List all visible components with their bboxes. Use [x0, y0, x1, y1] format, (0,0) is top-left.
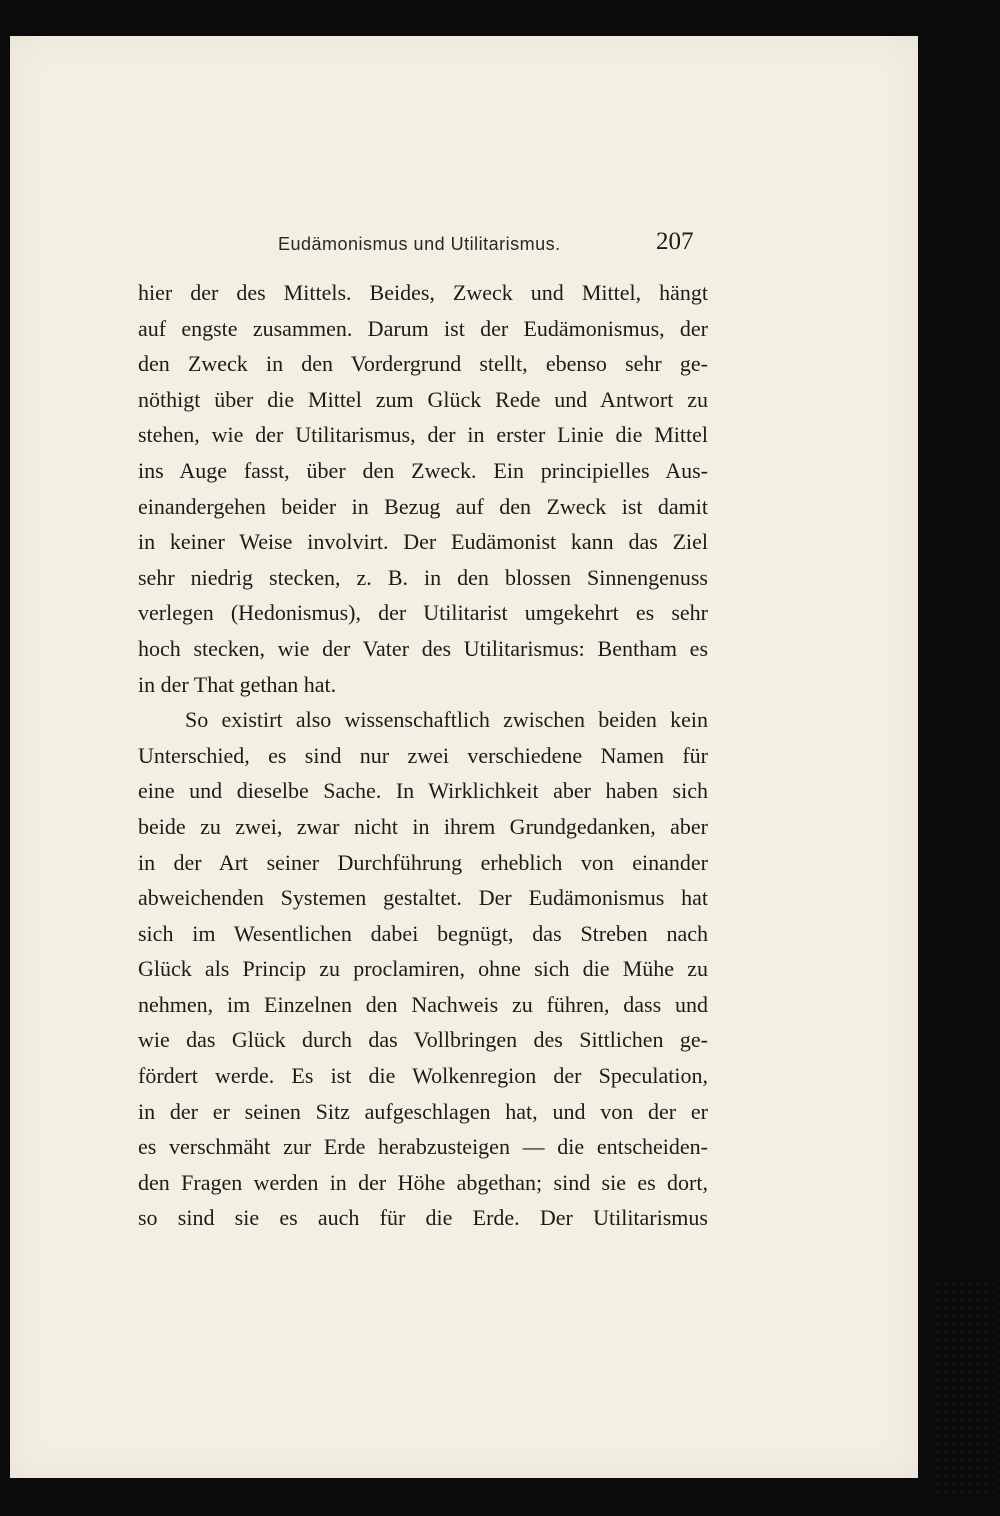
text-line: in der er seinen Sitz aufgeschlagen hat, und von der er	[138, 1098, 708, 1124]
text-line: wie das Glück durch das Vollbringen des Sittlichen ge-	[138, 1027, 708, 1053]
running-head	[10, 226, 918, 266]
text-line: hier der des Mittels. Beides, Zweck und Mittel, hängt	[138, 280, 708, 305]
text-line: so sind sie es auch für die Erde. Der Utilitarismus	[138, 1205, 708, 1231]
text-line: den Fragen werden in der Höhe abgethan; sind sie es dort,	[138, 1169, 708, 1195]
text-line: in keiner Weise involvirt. Der Eudämonist kann das Ziel	[138, 529, 708, 555]
text-line: in der Art seiner Durchführung erheblich von einander	[138, 849, 708, 875]
text-line: stehen, wie der Utilitarismus, der in erster Linie die Mittel	[138, 422, 708, 448]
book-page	[10, 36, 918, 1478]
text-line: sehr niedrig stecken, z. B. in den blossen Sinnengenuss	[138, 564, 708, 590]
text-line: abweichenden Systemen gestaltet. Der Eudämonismus hat	[138, 885, 708, 911]
text-line: auf engste zusammen. Darum ist der Eudämonismus, der	[138, 315, 708, 341]
text-line: eine und dieselbe Sache. In Wirklichkeit aber haben sich	[138, 778, 708, 804]
text-line: Unterschied, es sind nur zwei verschiedene Namen für	[138, 742, 708, 768]
text-line: nehmen, im Einzelnen den Nachweis zu führen, dass und	[138, 991, 708, 1017]
text-line: hoch stecken, wie der Vater des Utilitarismus: Bentham es	[138, 635, 708, 661]
text-line: einandergehen beider in Bezug auf den Zweck ist damit	[138, 493, 708, 519]
text-line: in der That gethan hat.	[138, 671, 337, 697]
page-number: 207	[656, 228, 694, 255]
text-line: nöthigt über die Mittel zum Glück Rede und Antwort zu	[138, 386, 708, 412]
text-line: Glück als Princip zu proclamiren, ohne sich die Mühe zu	[138, 956, 708, 982]
text-line: fördert werde. Es ist die Wolkenregion der Speculation,	[138, 1063, 708, 1089]
text-line: ins Auge fasst, über den Zweck. Ein principielles Aus-	[138, 457, 708, 483]
text-line: beide zu zwei, zwar nicht in ihrem Grundgedanken, aber	[138, 813, 708, 839]
body-text	[138, 275, 708, 1236]
binding-dot-pattern	[934, 1280, 994, 1500]
text-line: den Zweck in den Vordergrund stellt, ebenso sehr ge-	[138, 351, 708, 377]
text-line: es verschmäht zur Erde herabzusteigen — die entscheiden-	[138, 1134, 708, 1160]
running-title: Eudämonismus und Utilitarismus.	[278, 234, 561, 254]
text-line: So existirt also wissenschaftlich zwischen beiden kein	[185, 707, 708, 733]
text-line: sich im Wesentlichen dabei begnügt, das Streben nach	[138, 920, 708, 946]
text-line: verlegen (Hedonismus), der Utilitarist umgekehrt es sehr	[138, 600, 708, 626]
